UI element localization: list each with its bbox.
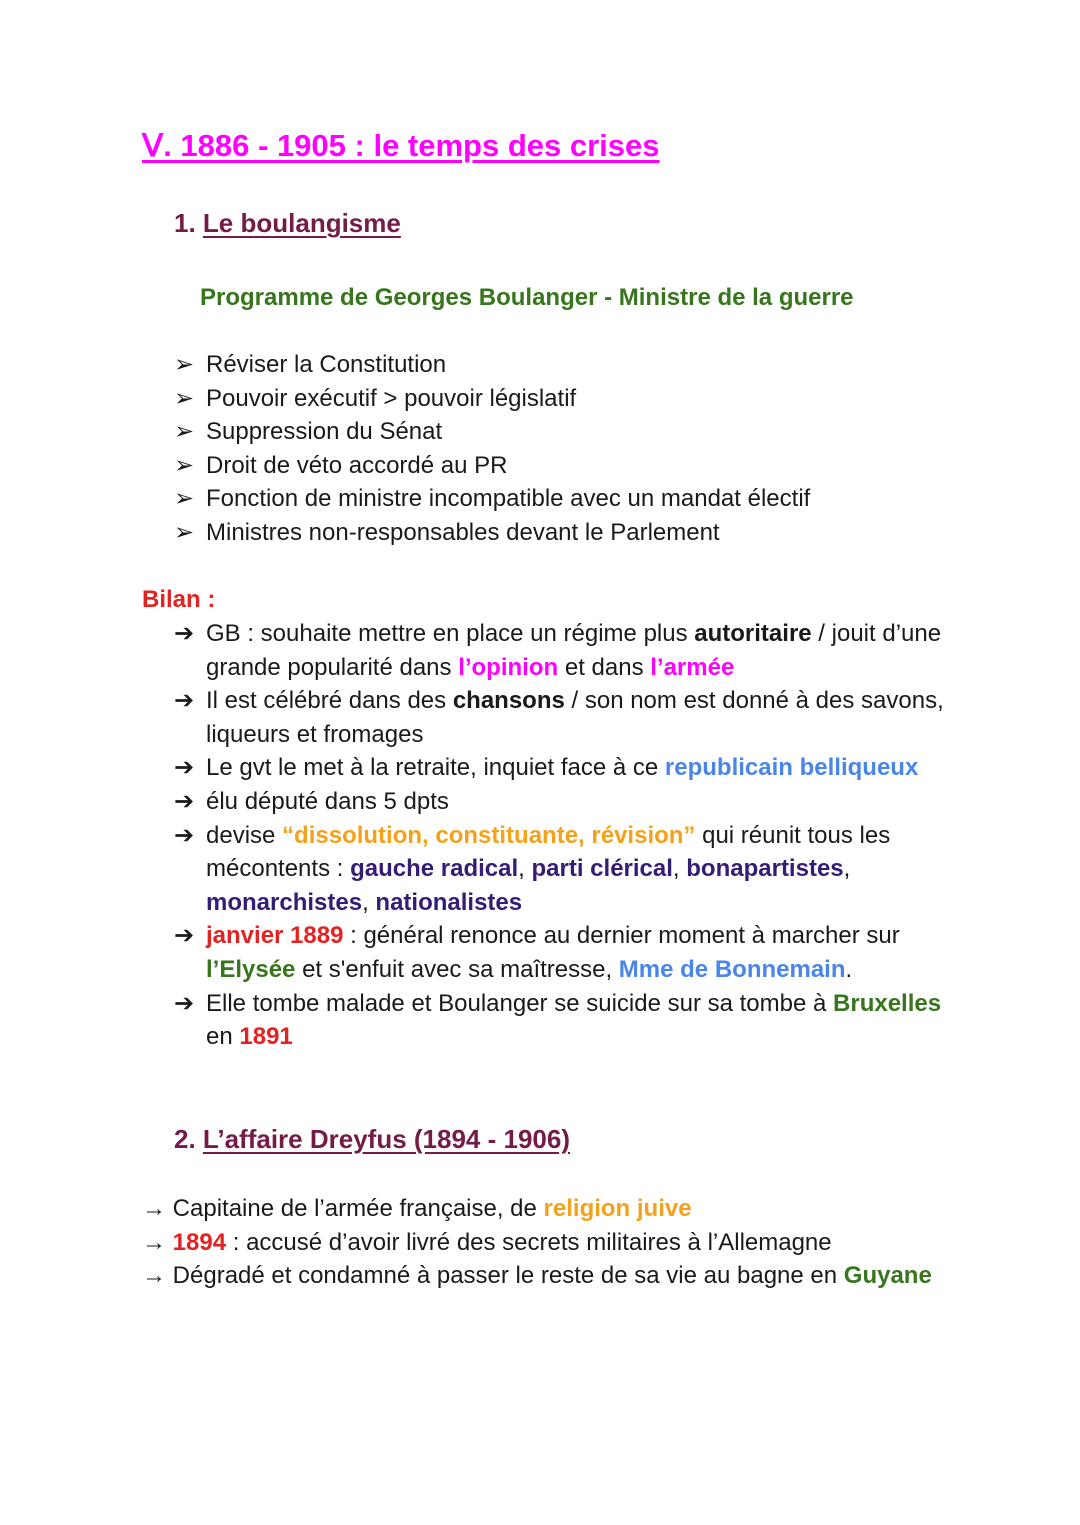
list-item: ➔ GB : souhaite mettre en place un régime plus autoritaire / jouit d’une grande popularité dans l’opinion et dans l’armée	[174, 617, 954, 684]
bilan-label: Bilan :	[142, 586, 216, 613]
arrow-icon: ➔	[174, 687, 195, 715]
bilan-list	[174, 617, 954, 1054]
arrow-icon: ➔	[174, 754, 195, 782]
bullet-arrow-icon: ➢	[174, 418, 195, 446]
bullet-arrow-icon: ➢	[174, 518, 195, 546]
list-item: ➢ Droit de véto accordé au PR	[174, 449, 810, 483]
section-1-heading	[174, 208, 401, 239]
section-1-number: 1.	[174, 208, 196, 238]
list-item: ➔ Elle tombe malade et Boulanger se suicide sur sa tombe à Bruxelles en 1891	[174, 987, 954, 1054]
arrow-icon: ➔	[174, 821, 195, 849]
program-subtitle: Programme de Georges Boulanger - Ministre de la guerre	[200, 284, 854, 311]
list-item: ➢ Ministres non-responsables devant le Parlement	[174, 516, 810, 550]
program-list	[174, 348, 810, 550]
list-item: → 1894 : accusé d’avoir livré des secrets militaires à l’Allemagne	[142, 1228, 832, 1256]
bullet-arrow-icon: ➢	[174, 451, 195, 479]
list-item: ➢ Suppression du Sénat	[174, 415, 810, 449]
bullet-arrow-icon: ➢	[174, 485, 195, 513]
arrow-icon: ➔	[174, 620, 195, 647]
list-item: ➔ devise “dissolution, constituante, révision” qui réunit tous les mécontents : gauche radical, parti clérical, bonapartistes, monarchistes, nationalistes	[174, 819, 954, 920]
arrow-icon: ➔	[174, 989, 195, 1017]
section-2-title: L’affaire Dreyfus (1894 - 1906)	[202, 1124, 570, 1154]
list-item: ➔ janvier 1889 : général renonce au dernier moment à marcher sur l’Elysée et s'enfuit avec sa maîtresse, Mme de Bonnemain.	[174, 919, 954, 986]
list-item: → Dégradé et condamné à passer le reste de sa vie au bagne en Guyane	[142, 1262, 932, 1290]
list-item: ➢ Pouvoir exécutif > pouvoir législatif	[174, 382, 810, 416]
section-2-number: 2.	[174, 1124, 196, 1154]
chapter-title: Ⅴ. 1886 - 1905 : le temps des crises	[142, 128, 660, 163]
list-item: ➢ Fonction de ministre incompatible avec un mandat électif	[174, 482, 810, 516]
section-2-heading	[174, 1124, 570, 1155]
section-1-title: Le boulangisme	[202, 208, 401, 238]
bullet-arrow-icon: ➢	[174, 384, 195, 412]
list-item: → Capitaine de l’armée française, de religion juive	[142, 1195, 692, 1222]
arrow-icon: ➔	[174, 922, 195, 950]
arrow-icon: →	[142, 1228, 166, 1256]
arrow-icon: →	[142, 1195, 166, 1222]
arrow-icon: →	[142, 1262, 166, 1290]
list-item: ➔ élu député dans 5 dpts	[174, 785, 954, 819]
list-item: ➔ Le gvt le met à la retraite, inquiet face à ce republicain belliqueux	[174, 751, 954, 785]
dreyfus-list	[142, 1192, 942, 1293]
arrow-icon: ➔	[174, 787, 195, 815]
list-item: ➔ Il est célébré dans des chansons / son nom est donné à des savons, liqueurs et fromages	[174, 684, 954, 751]
list-item: ➢ Réviser la Constitution	[174, 348, 810, 382]
bullet-arrow-icon: ➢	[174, 351, 195, 378]
